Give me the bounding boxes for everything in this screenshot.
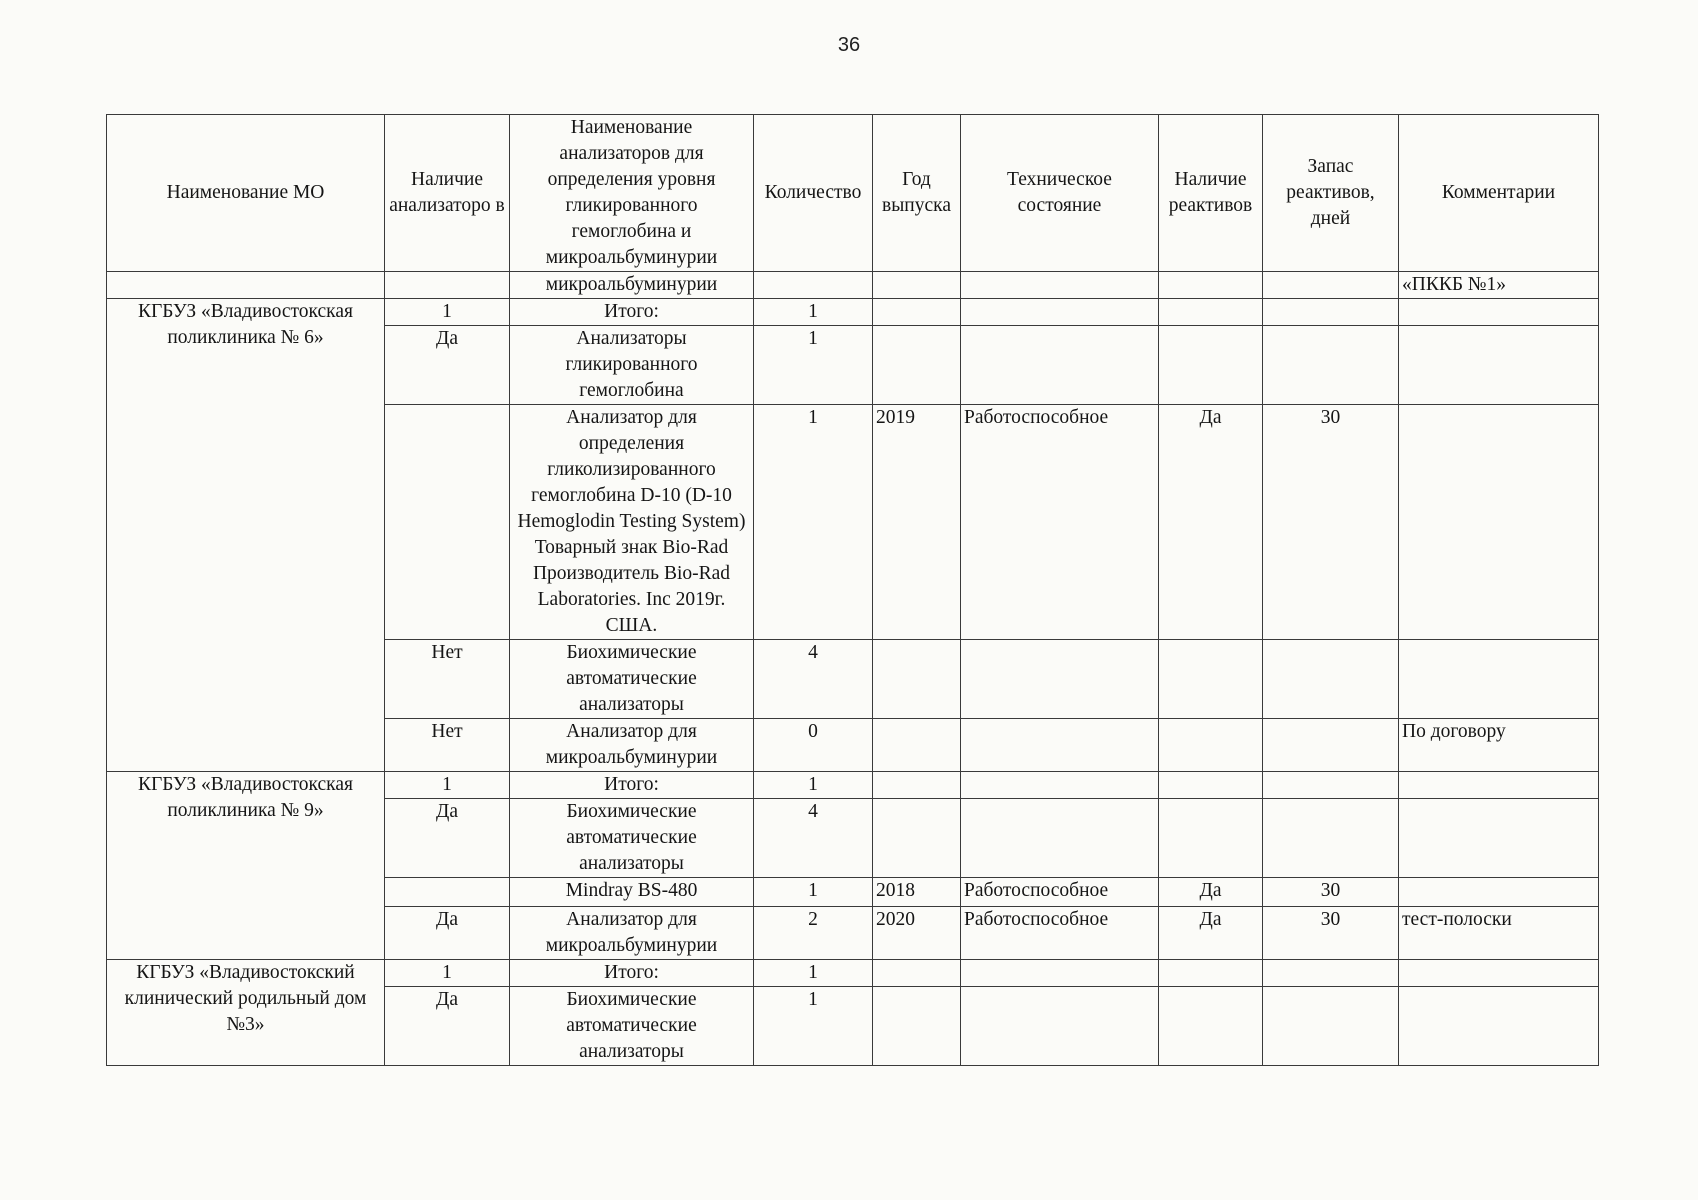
cell-year xyxy=(873,799,961,878)
cell-presence: Да xyxy=(385,326,510,405)
cell-quantity: 4 xyxy=(754,640,873,719)
cell-analyzer-name: микроальбуминурии xyxy=(510,272,754,299)
cell-quantity: 1 xyxy=(754,299,873,326)
cell-tech-state xyxy=(961,299,1159,326)
analyzers-table xyxy=(106,114,1599,1066)
table-row xyxy=(107,772,1599,799)
cell-year xyxy=(873,960,961,987)
cell-quantity: 1 xyxy=(754,405,873,640)
cell-comments xyxy=(1399,799,1599,878)
cell-year xyxy=(873,299,961,326)
cell-quantity: 0 xyxy=(754,719,873,772)
cell-quantity: 1 xyxy=(754,987,873,1066)
header-tech-state: Техническое состояние xyxy=(961,115,1159,272)
cell-presence: Да xyxy=(385,799,510,878)
cell-tech-state xyxy=(961,772,1159,799)
header-analyzer-name: Наименование анализаторов для определения уровня гликированного гемоглобина и микроальбуминурии xyxy=(510,115,754,272)
cell-year xyxy=(873,326,961,405)
cell-reserve xyxy=(1263,640,1399,719)
cell-reserve xyxy=(1263,272,1399,299)
cell-presence: 1 xyxy=(385,772,510,799)
continuation-row xyxy=(107,272,1599,299)
cell-quantity: 1 xyxy=(754,878,873,907)
cell-mo xyxy=(107,272,385,299)
cell-year xyxy=(873,719,961,772)
cell-analyzer-name: Биохимические автоматические анализаторы xyxy=(510,640,754,719)
cell-presence xyxy=(385,272,510,299)
cell-presence: Да xyxy=(385,987,510,1066)
cell-reagents xyxy=(1159,272,1263,299)
cell-presence: Нет xyxy=(385,719,510,772)
cell-year xyxy=(873,272,961,299)
cell-analyzer-name: Итого: xyxy=(510,299,754,326)
cell-reagents xyxy=(1159,326,1263,405)
cell-reserve xyxy=(1263,987,1399,1066)
cell-tech-state xyxy=(961,960,1159,987)
cell-mo: КГБУЗ «Владивостокская поликлиника № 6» xyxy=(107,299,385,772)
cell-year xyxy=(873,640,961,719)
cell-reagents xyxy=(1159,640,1263,719)
cell-comments xyxy=(1399,326,1599,405)
cell-reserve xyxy=(1263,772,1399,799)
cell-presence xyxy=(385,878,510,907)
cell-year xyxy=(873,987,961,1066)
cell-presence: Да xyxy=(385,907,510,960)
cell-quantity: 1 xyxy=(754,772,873,799)
cell-tech-state: Работоспособное xyxy=(961,878,1159,907)
cell-reserve xyxy=(1263,299,1399,326)
cell-comments: тест-полоски xyxy=(1399,907,1599,960)
cell-presence xyxy=(385,405,510,640)
table-row xyxy=(107,299,1599,326)
header-reserve: Запас реактивов, дней xyxy=(1263,115,1399,272)
cell-reserve: 30 xyxy=(1263,907,1399,960)
cell-tech-state xyxy=(961,987,1159,1066)
page-number: 36 xyxy=(837,34,861,56)
cell-reagents xyxy=(1159,772,1263,799)
cell-quantity xyxy=(754,272,873,299)
cell-comments xyxy=(1399,987,1599,1066)
cell-analyzer-name: Биохимические автоматические анализаторы xyxy=(510,987,754,1066)
cell-reserve xyxy=(1263,799,1399,878)
cell-reagents xyxy=(1159,987,1263,1066)
cell-comments xyxy=(1399,640,1599,719)
cell-analyzer-name: Итого: xyxy=(510,960,754,987)
cell-analyzer-name: Анализаторы гликированного гемоглобина xyxy=(510,326,754,405)
cell-year xyxy=(873,772,961,799)
cell-mo: КГБУЗ «Владивостокский клинический родильный дом №3» xyxy=(107,960,385,1066)
cell-tech-state: Работоспособное xyxy=(961,405,1159,640)
cell-reagents xyxy=(1159,799,1263,878)
cell-reagents: Да xyxy=(1159,405,1263,640)
cell-tech-state xyxy=(961,272,1159,299)
header-reagents: Наличие реактивов xyxy=(1159,115,1263,272)
analyzers-table-wrapper xyxy=(106,114,1599,1066)
header-comments: Комментарии xyxy=(1399,115,1599,272)
cell-comments xyxy=(1399,878,1599,907)
cell-comments: По договору xyxy=(1399,719,1599,772)
cell-year: 2018 xyxy=(873,878,961,907)
table-row xyxy=(107,960,1599,987)
cell-quantity: 1 xyxy=(754,960,873,987)
cell-tech-state: Работоспособное xyxy=(961,907,1159,960)
cell-quantity: 2 xyxy=(754,907,873,960)
cell-reagents xyxy=(1159,299,1263,326)
cell-tech-state xyxy=(961,326,1159,405)
cell-presence: Нет xyxy=(385,640,510,719)
cell-comments xyxy=(1399,960,1599,987)
cell-reagents: Да xyxy=(1159,907,1263,960)
cell-reagents xyxy=(1159,719,1263,772)
cell-quantity: 1 xyxy=(754,326,873,405)
cell-analyzer-name: Биохимические автоматические анализаторы xyxy=(510,799,754,878)
cell-mo: КГБУЗ «Владивостокская поликлиника № 9» xyxy=(107,772,385,960)
cell-reserve xyxy=(1263,326,1399,405)
header-year: Год выпуска xyxy=(873,115,961,272)
cell-quantity: 4 xyxy=(754,799,873,878)
cell-analyzer-name: Анализатор для определения гликолизированного гемоглобина D-10 (D-10 Hemoglodin Testing System) Товарный знак Bio-Rad Производитель Bio-Rad Laboratories. Inc 2019г. США. xyxy=(510,405,754,640)
cell-comments: «ПККБ №1» xyxy=(1399,272,1599,299)
cell-reserve xyxy=(1263,719,1399,772)
cell-tech-state xyxy=(961,719,1159,772)
header-row xyxy=(107,115,1599,272)
header-mo: Наименование МО xyxy=(107,115,385,272)
cell-tech-state xyxy=(961,640,1159,719)
cell-analyzer-name: Анализатор для микроальбуминурии xyxy=(510,719,754,772)
cell-comments xyxy=(1399,299,1599,326)
cell-analyzer-name: Итого: xyxy=(510,772,754,799)
cell-presence: 1 xyxy=(385,960,510,987)
header-quantity: Количество xyxy=(754,115,873,272)
header-presence: Наличие анализаторо в xyxy=(385,115,510,272)
cell-comments xyxy=(1399,405,1599,640)
cell-reserve xyxy=(1263,960,1399,987)
cell-reserve: 30 xyxy=(1263,405,1399,640)
cell-analyzer-name: Анализатор для микроальбуминурии xyxy=(510,907,754,960)
cell-year: 2019 xyxy=(873,405,961,640)
cell-reagents xyxy=(1159,960,1263,987)
cell-tech-state xyxy=(961,799,1159,878)
cell-reagents: Да xyxy=(1159,878,1263,907)
cell-comments xyxy=(1399,772,1599,799)
cell-presence: 1 xyxy=(385,299,510,326)
cell-year: 2020 xyxy=(873,907,961,960)
cell-reserve: 30 xyxy=(1263,878,1399,907)
cell-analyzer-name: Mindray BS-480 xyxy=(510,878,754,907)
